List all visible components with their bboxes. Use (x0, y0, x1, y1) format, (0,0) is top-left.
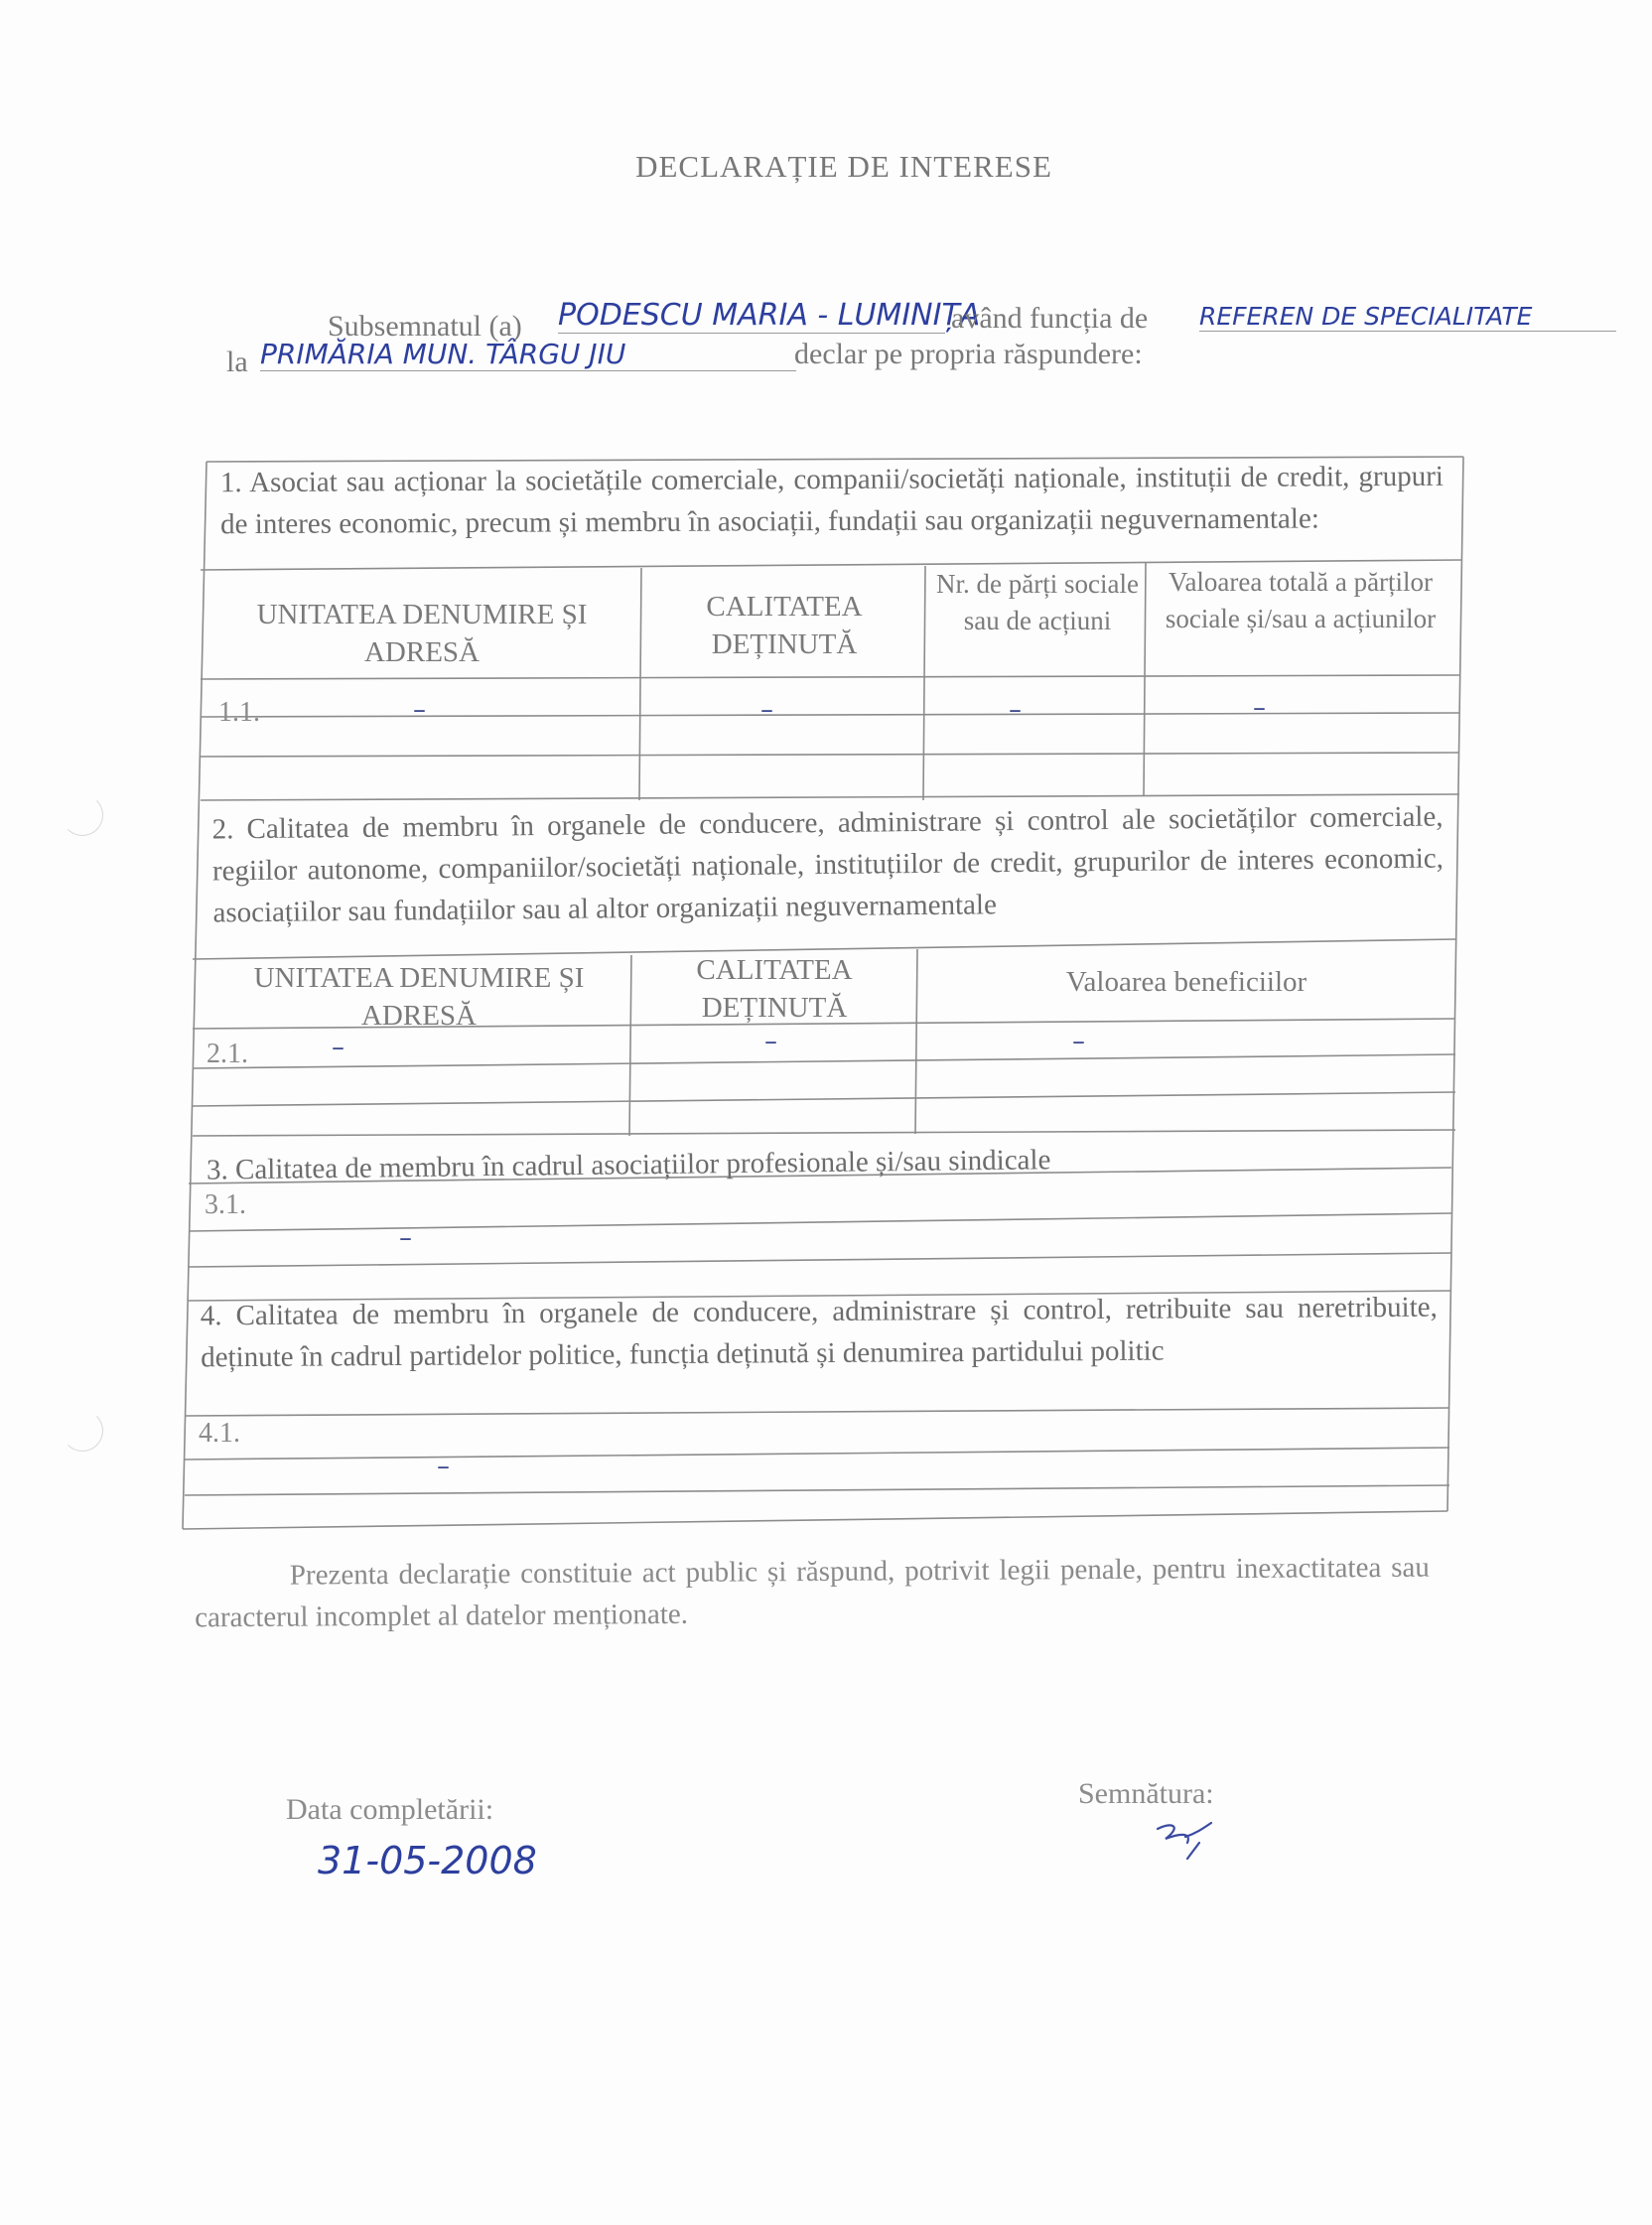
s3-dash: – (399, 1223, 412, 1253)
section-2-heading: 2. Calitatea de membru în organele de conducere, administrare și control ale societăților comerciale, regiilor autonome, companiilor/societăți naționale, instituțiilor de credit, grupurilor de interes economic, asociațiilor sau fundațiilor sau al altor organizații neguvernamentale (211, 800, 1445, 929)
section-1-heading: 1. Asociat sau acționar la societățile comerciale, companii/societăți naționale, instituții de credit, grupuri de interes economic, precum și membru în asociații, fundații sau organizații neguvernamentale: (219, 460, 1444, 541)
declarant-name: PODESCU MARIA - LUMINIȚA (558, 298, 981, 333)
declar-label: declar pe propria răspundere: (794, 338, 1143, 370)
s1-col-unitatea: UNITATEA DENUMIRE ȘI ADRESĂ (256, 599, 588, 668)
s1-dash-4: – (1253, 693, 1266, 723)
s1-dash-2: – (760, 695, 773, 725)
closing-statement: Prezenta declarație constituie act public și răspund, potrivit legii penale, pentru inexactitatea sau caracterul incomplet al datelor menționate. (195, 1551, 1430, 1634)
s3-row-label: 3.1. (205, 1189, 246, 1220)
s2-col-unitatea: UNITATEA DENUMIRE ȘI ADRESĂ (253, 962, 585, 1032)
s1-col-nr-parti: Nr. de părți sociale sau de acțiuni (936, 569, 1139, 635)
la-label: la (226, 346, 248, 378)
s1-dash-1: – (413, 695, 426, 725)
s4-dash: – (437, 1452, 450, 1481)
section-3-heading: 3. Calitatea de membru în cadrul asociațiilor profesionale și/sau sindicale (206, 1144, 1051, 1186)
document-title: DECLARAȚIE DE INTERESE (635, 149, 1052, 184)
s2-row-label: 2.1. (206, 1039, 248, 1069)
s2-dash-3: – (1072, 1027, 1085, 1056)
s4-row-label: 4.1. (199, 1418, 240, 1449)
s1-row-label: 1.1. (218, 697, 260, 728)
date-value: 31-05-2008 (318, 1839, 537, 1882)
avand-label: având funcția de (951, 302, 1149, 335)
signature-label: Semnătura: (1078, 1777, 1214, 1810)
section-4-heading: 4. Calitatea de membru în organele de conducere, administrare și control, retribuite sau neretribuite, deținute în cadrul partidelor politice, funcția deținută și denumirea partidului politic (200, 1291, 1438, 1374)
s2-col-calitatea: CALITATEA DEȚINUTĂ (696, 954, 853, 1024)
s2-dash-2: – (764, 1027, 777, 1056)
s2-col-valoarea: Valoarea beneficiilor (1065, 966, 1308, 998)
signature-mark (1152, 1815, 1221, 1865)
declarant-function: REFEREN DE SPECIALITATE (1199, 302, 1616, 332)
s2-dash-1: – (332, 1033, 344, 1062)
subsemnatul-label: Subsemnatul (a) (328, 310, 522, 343)
date-label: Data completării: (286, 1793, 494, 1826)
s1-col-valoarea: Valoarea totală a părților sociale și/sau a acțiunilor (1165, 567, 1437, 633)
s1-dash-3: – (1009, 695, 1022, 725)
s1-col-calitatea: CALITATEA DEȚINUTĂ (706, 591, 863, 660)
declarant-institution: PRIMĂRIA MUN. TÂRGU JIU (260, 338, 796, 371)
